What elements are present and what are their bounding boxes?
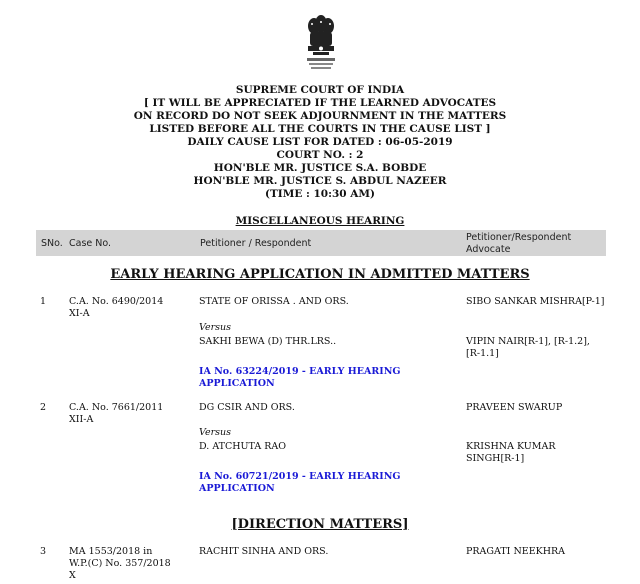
case-sno: 1 <box>40 296 47 307</box>
cause-list-header <box>0 84 640 201</box>
column-advocate: Advocate <box>466 244 511 255</box>
case-number: C.A. No. 6490/2014 XI-A <box>69 296 164 319</box>
case-sno: 3 <box>40 546 47 557</box>
versus-label: Versus <box>199 427 232 438</box>
section-title: [DIRECTION MATTERS] <box>231 517 409 532</box>
judge-name: HON'BLE MR. JUSTICE S. ABDUL NAZEER <box>193 175 447 187</box>
respondent-name: SAKHI BEWA (D) THR.LRS.. <box>199 336 337 347</box>
column-parties: Petitioner / Respondent <box>200 238 312 249</box>
petitioner-name: STATE OF ORISSA . AND ORS. <box>199 296 349 307</box>
versus-label: Versus <box>199 322 232 333</box>
section-title: EARLY HEARING APPLICATION IN ADMITTED MATTERS <box>110 267 530 282</box>
hearing-type: MISCELLANEOUS HEARING <box>235 215 405 227</box>
national-emblem-icon <box>303 14 339 76</box>
column-case-no: Case No. <box>69 238 112 249</box>
notice-line: [ IT WILL BE APPRECIATED IF THE LEARNED ADVOCATES <box>143 97 497 109</box>
column-sno: SNo. <box>41 238 63 249</box>
petitioner-advocate: PRAGATI NEEKHRA <box>466 546 566 557</box>
court-number: COURT NO. : 2 <box>276 149 364 161</box>
respondent-advocate: KRISHNA KUMAR SINGH[R-1] <box>466 441 556 464</box>
case-number: MA 1553/2018 in W.P.(C) No. 357/2018 X <box>69 546 171 581</box>
petitioner-advocate: PRAVEEN SWARUP <box>466 402 563 413</box>
notice-line: ON RECORD DO NOT SEEK ADJOURNMENT IN THE MATTERS <box>133 110 507 122</box>
case-sno: 2 <box>40 402 47 413</box>
hearing-time: (TIME : 10:30 AM) <box>265 188 375 200</box>
judge-name: HON'BLE MR. JUSTICE S.A. BOBDE <box>213 162 427 174</box>
column-advocate: Petitioner/Respondent <box>466 232 572 243</box>
petitioner-name: RACHIT SINHA AND ORS. <box>199 546 329 557</box>
table-header <box>36 230 606 256</box>
notice-line: LISTED BEFORE ALL THE COURTS IN THE CAUSE LIST ] <box>149 123 491 135</box>
case-number: C.A. No. 7661/2011 XII-A <box>69 402 164 425</box>
petitioner-name: DG CSIR AND ORS. <box>199 402 295 413</box>
court-name: SUPREME COURT OF INDIA <box>235 84 405 96</box>
petitioner-advocate: SIBO SANKAR MISHRA[P-1] <box>466 296 605 307</box>
respondent-name: D. ATCHUTA RAO <box>199 441 287 452</box>
ia-application-link[interactable]: IA No. 63224/2019 - EARLY HEARING APPLICATION <box>199 366 401 389</box>
respondent-advocate: VIPIN NAIR[R-1], [R-1.2], [R-1.1] <box>466 336 590 359</box>
ia-application-link[interactable]: IA No. 60721/2019 - EARLY HEARING APPLICATION <box>199 471 401 494</box>
cause-list-date: DAILY CAUSE LIST FOR DATED : 06-05-2019 <box>187 136 453 148</box>
